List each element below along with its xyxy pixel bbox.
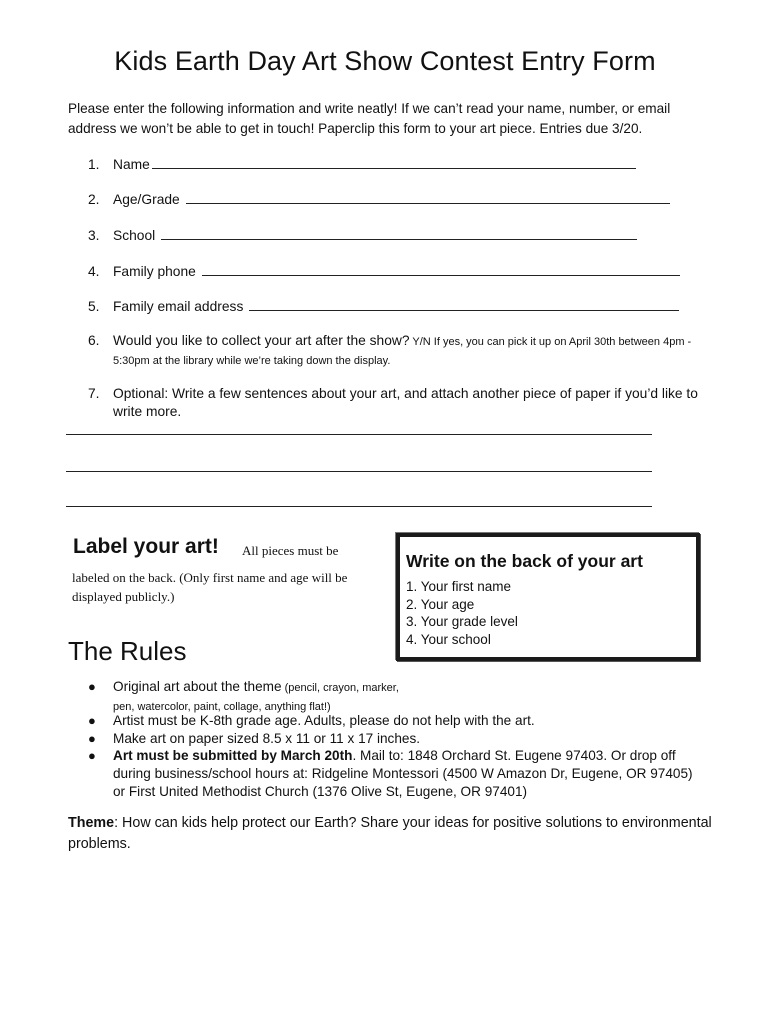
question-number: 3. bbox=[88, 228, 100, 243]
bullet-icon: ● bbox=[88, 713, 96, 728]
rule-item bbox=[88, 712, 708, 730]
label-your-art-heading: Label your art! bbox=[73, 535, 219, 558]
question-number: 1. bbox=[88, 157, 100, 172]
school-field[interactable] bbox=[161, 225, 637, 240]
question-number: 2. bbox=[88, 192, 100, 207]
bullet-icon: ● bbox=[88, 679, 96, 694]
question-number: 4. bbox=[88, 264, 100, 279]
family-email-label: Family email address bbox=[113, 299, 248, 314]
name-field-row bbox=[88, 154, 636, 174]
family-email-field-row bbox=[88, 296, 679, 316]
family-phone-label: Family phone bbox=[113, 264, 200, 279]
rule-text: Artist must be K-8th grade age. Adults, please do not help with the art. bbox=[113, 713, 535, 728]
art-description-question bbox=[88, 385, 708, 425]
rule-submission-details: . Mail to: 1848 Orchard St. Eugene 97403. Or drop off during business/school hours at: Ridgeline Montessori (4500 W Amazon Dr, Eugene, OR 97405) or First United Methodist Church (1376 Olive St, Eugene, OR 97401) bbox=[113, 748, 693, 799]
question-number: 6. bbox=[88, 333, 100, 348]
label-instructions-continued: labeled on the back. (Only first name and age will be displayed publicly.) bbox=[72, 570, 348, 604]
rule-text: Original art about the theme bbox=[113, 679, 282, 694]
family-phone-field-row bbox=[88, 261, 680, 281]
bullet-icon: ● bbox=[88, 748, 96, 763]
rule-item bbox=[88, 730, 708, 748]
intro-paragraph: Please enter the following information and write neatly! If we can’t read your name, number, or email address we won’t be able to get in touch! Paperclip this form to your art piece. Entries due 3/20. bbox=[68, 101, 671, 136]
theme-text: : How can kids help protect our Earth? Share your ideas for positive solutions to environmental problems. bbox=[68, 815, 712, 852]
family-phone-field[interactable] bbox=[202, 261, 680, 276]
theme-label: Theme bbox=[68, 815, 115, 831]
school-field-row bbox=[88, 225, 637, 245]
back-of-art-list bbox=[406, 578, 518, 648]
collect-art-question bbox=[88, 332, 708, 372]
list-item: 3. Your grade level bbox=[406, 614, 518, 630]
age-grade-field[interactable] bbox=[186, 189, 670, 204]
age-grade-label: Age/Grade bbox=[113, 192, 184, 207]
page-title: Kids Earth Day Art Show Contest Entry Form bbox=[114, 46, 656, 76]
family-email-field[interactable] bbox=[249, 296, 679, 311]
art-description-question-text: Optional: Write a few sentences about your art, and attach another piece of paper if you’d like to write more. bbox=[113, 386, 698, 419]
age-grade-field-row bbox=[88, 189, 670, 209]
list-item: 1. Your first name bbox=[406, 579, 512, 594]
pickup-details: Y/N If yes, you can pick it up on April 30th between 4pm - 5:30pm at the library while we’re taking down the display. bbox=[113, 336, 692, 367]
list-item: 2. Your age bbox=[406, 596, 475, 612]
question-number: 7. bbox=[88, 386, 100, 401]
back-of-art-box bbox=[396, 533, 700, 661]
rules-heading: The Rules bbox=[68, 636, 187, 666]
question-number: 5. bbox=[88, 299, 100, 314]
bullet-icon: ● bbox=[88, 731, 96, 746]
name-label: Name bbox=[113, 157, 150, 172]
label-instructions: All pieces must be bbox=[242, 543, 339, 558]
name-field[interactable] bbox=[152, 154, 636, 169]
rule-text: Make art on paper sized 8.5 x 11 or 11 x 17 inches. bbox=[113, 731, 421, 746]
collect-art-question-text: Would you like to collect your art after the show? bbox=[113, 333, 410, 348]
rule-item bbox=[88, 747, 708, 801]
rule-media-list: (pencil, crayon, marker, pen, watercolor, paint, collage, anything flat!) bbox=[113, 682, 399, 713]
theme-paragraph bbox=[68, 813, 718, 855]
answer-line[interactable] bbox=[66, 506, 652, 507]
back-of-art-heading: Write on the back of your art bbox=[406, 551, 643, 571]
rule-item bbox=[88, 678, 708, 714]
rule-deadline: Art must be submitted by March 20th bbox=[113, 748, 353, 763]
answer-line[interactable] bbox=[66, 471, 652, 472]
list-item: 4. Your school bbox=[406, 631, 491, 647]
school-label: School bbox=[113, 228, 160, 243]
answer-line[interactable] bbox=[66, 434, 652, 435]
